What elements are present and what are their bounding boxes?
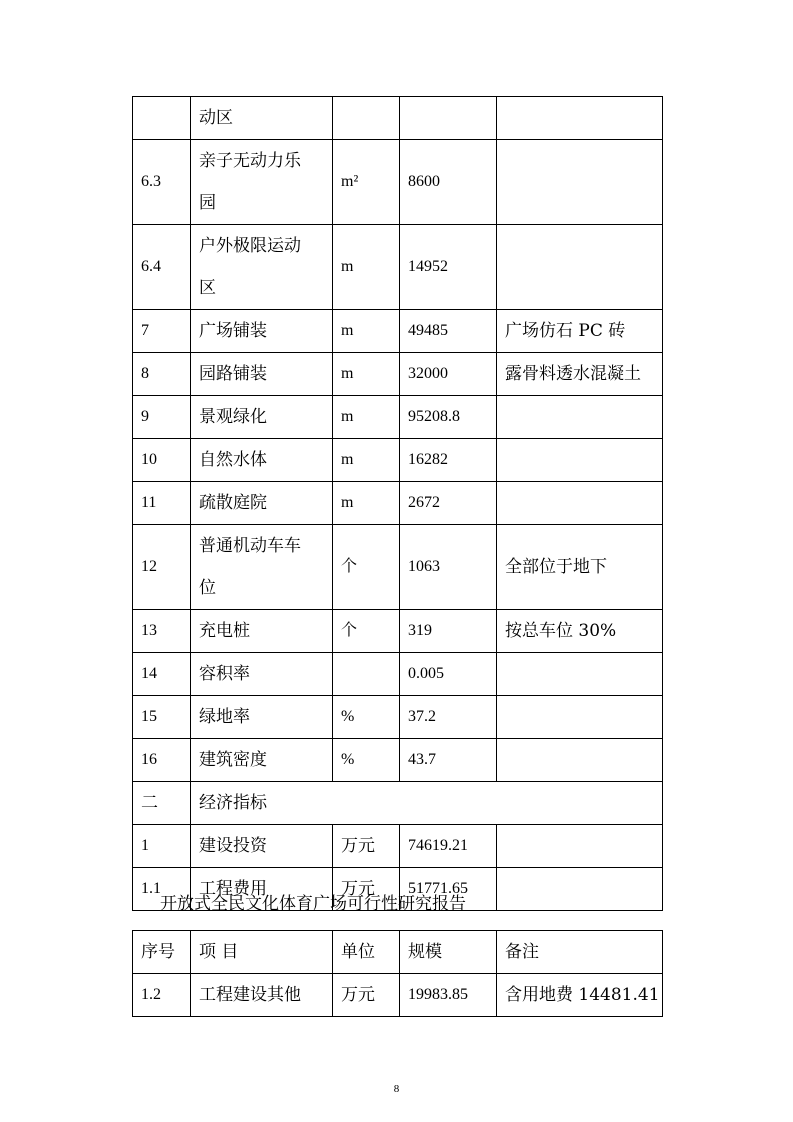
table-row <box>133 825 663 868</box>
cell-scale: 0.005 <box>400 653 497 696</box>
table-row <box>133 482 663 525</box>
cell-note <box>497 696 663 739</box>
cell-unit: m <box>333 310 400 353</box>
header-row <box>133 931 663 974</box>
cell-item-line: 景观绿化 <box>199 407 267 427</box>
cell-scale: 74619.21 <box>400 825 497 868</box>
cell-unit <box>333 653 400 696</box>
cell-item-line: 普通机动车车 <box>199 536 301 556</box>
cell-unit: m <box>333 482 400 525</box>
cell-scale: 1063 <box>400 525 497 610</box>
cell-no: 13 <box>133 610 191 653</box>
cell-note <box>497 396 663 439</box>
cell-note: 广场仿石 PC 砖 <box>497 310 663 353</box>
cell-item <box>191 97 333 140</box>
cell-no <box>133 97 191 140</box>
cell-note: 含用地费 14481.41 <box>497 974 663 1017</box>
cell-unit: 个 <box>333 525 400 610</box>
indicator-table <box>132 96 663 911</box>
cell-no: 16 <box>133 739 191 782</box>
section-title: 经济指标 <box>191 782 663 825</box>
table-row <box>133 396 663 439</box>
cell-item <box>191 310 333 353</box>
cell-unit: m² <box>333 140 400 225</box>
cell-item <box>191 653 333 696</box>
table-row <box>133 225 663 310</box>
report-title-caption: 开放式全民文化体育广场可行性研究报告 <box>160 894 466 914</box>
table-row <box>133 974 663 1017</box>
cell-item <box>191 482 333 525</box>
table-row <box>133 696 663 739</box>
cell-unit: 万元 <box>333 974 400 1017</box>
cell-item-line: 建筑密度 <box>199 750 267 770</box>
table-row <box>133 525 663 610</box>
cell-note <box>497 225 663 310</box>
cell-scale: 19983.85 <box>400 974 497 1017</box>
cell-item-line: 动区 <box>199 108 233 128</box>
cell-no: 11 <box>133 482 191 525</box>
cell-no: 1.2 <box>133 974 191 1017</box>
header-scale: 规模 <box>400 931 497 974</box>
table-row <box>133 140 663 225</box>
cell-item-line: 园路铺装 <box>199 364 267 384</box>
table-row <box>133 310 663 353</box>
table-row <box>133 97 663 140</box>
cell-scale: 95208.8 <box>400 396 497 439</box>
table-row <box>133 739 663 782</box>
cell-scale: 319 <box>400 610 497 653</box>
cell-note: 露骨料透水混凝土 <box>497 353 663 396</box>
cell-unit: m <box>333 396 400 439</box>
cell-item: 建设投资 <box>191 825 333 868</box>
cell-item <box>191 525 333 610</box>
header-unit: 单位 <box>333 931 400 974</box>
cell-note <box>497 825 663 868</box>
cell-item-line: 容积率 <box>199 664 250 684</box>
table-row <box>133 610 663 653</box>
cell-item <box>191 140 333 225</box>
cell-item-line: 区 <box>199 278 216 298</box>
cell-no: 9 <box>133 396 191 439</box>
cell-no: 12 <box>133 525 191 610</box>
cell-item <box>191 353 333 396</box>
cell-no: 10 <box>133 439 191 482</box>
cell-item-line: 充电桩 <box>199 621 250 641</box>
table-row <box>133 653 663 696</box>
section-row <box>133 782 663 825</box>
cell-item-line: 户外极限运动 <box>199 236 301 256</box>
cell-note <box>497 439 663 482</box>
cell-unit: % <box>333 739 400 782</box>
cell-no: 15 <box>133 696 191 739</box>
cell-note: 全部位于地下 <box>497 525 663 610</box>
cell-note <box>497 482 663 525</box>
cell-scale: 37.2 <box>400 696 497 739</box>
cell-unit: m <box>333 353 400 396</box>
cell-scale: 49485 <box>400 310 497 353</box>
cell-unit <box>333 97 400 140</box>
page-number: 8 <box>393 1083 400 1095</box>
cell-item <box>191 396 333 439</box>
cell-scale: 16282 <box>400 439 497 482</box>
cell-scale: 43.7 <box>400 739 497 782</box>
table-row <box>133 439 663 482</box>
cell-item-line: 绿地率 <box>199 707 250 727</box>
cell-unit: 万元 <box>333 868 400 911</box>
cell-no: 1 <box>133 825 191 868</box>
cell-item-line: 疏散庭院 <box>199 493 267 513</box>
cell-no: 6.4 <box>133 225 191 310</box>
cell-note <box>497 868 663 911</box>
continued-table <box>132 930 663 1017</box>
indicator-table-body <box>133 97 663 911</box>
cell-item: 工程建设其他 <box>191 974 333 1017</box>
cell-unit: m <box>333 439 400 482</box>
cell-unit: 个 <box>333 610 400 653</box>
cell-no: 6.3 <box>133 140 191 225</box>
cell-unit: 万元 <box>333 825 400 868</box>
cell-note <box>497 97 663 140</box>
cell-item-line: 自然水体 <box>199 450 267 470</box>
table-row <box>133 353 663 396</box>
cell-scale: 32000 <box>400 353 497 396</box>
cell-item <box>191 739 333 782</box>
cell-item <box>191 610 333 653</box>
cell-note <box>497 739 663 782</box>
cell-no: 8 <box>133 353 191 396</box>
cell-scale <box>400 97 497 140</box>
cell-no: 1.1 <box>133 868 191 911</box>
cell-item-line: 园 <box>199 193 216 213</box>
header-item: 项 目 <box>191 931 333 974</box>
cell-unit: % <box>333 696 400 739</box>
cell-unit: m <box>333 225 400 310</box>
cell-item-line: 位 <box>199 578 216 598</box>
section-no: 二 <box>133 782 191 825</box>
cell-scale: 2672 <box>400 482 497 525</box>
cell-item: 工程费用 <box>191 868 333 911</box>
cell-item-line: 广场铺装 <box>199 321 267 341</box>
cell-note: 按总车位 30% <box>497 610 663 653</box>
cell-item-line: 亲子无动力乐 <box>199 151 301 171</box>
cell-no: 7 <box>133 310 191 353</box>
cell-item <box>191 696 333 739</box>
header-no: 序号 <box>133 931 191 974</box>
cell-note <box>497 140 663 225</box>
cell-item <box>191 225 333 310</box>
cell-scale: 51771.65 <box>400 868 497 911</box>
cell-scale: 14952 <box>400 225 497 310</box>
cell-item <box>191 439 333 482</box>
cell-scale: 8600 <box>400 140 497 225</box>
cell-no: 14 <box>133 653 191 696</box>
cell-note <box>497 653 663 696</box>
header-note: 备注 <box>497 931 663 974</box>
